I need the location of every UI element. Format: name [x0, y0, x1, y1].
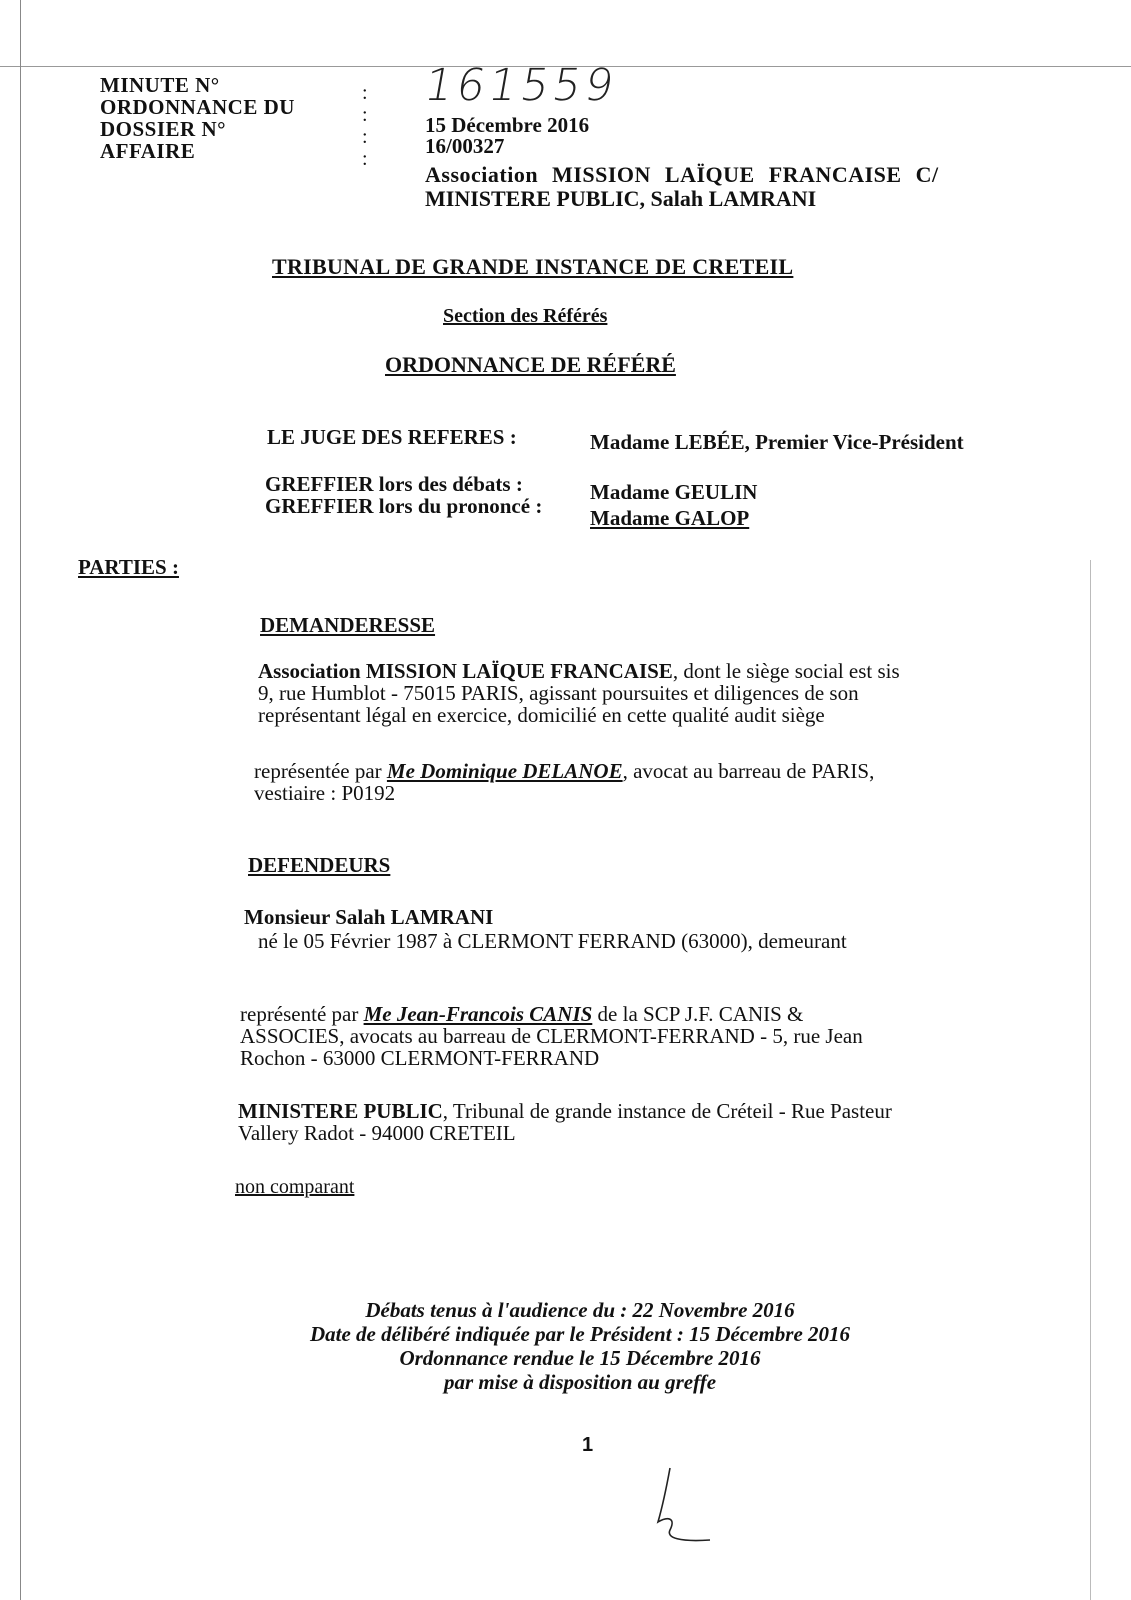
- non-comparant: non comparant: [235, 1176, 355, 1198]
- defendeurs-heading: DEFENDEURS: [248, 853, 391, 877]
- greffier-debats-label: GREFFIER lors des débats :: [265, 472, 523, 496]
- footer-ordonnance-rendue: Ordonnance rendue le 15 Décembre 2016: [399, 1346, 761, 1370]
- demanderesse-representation: [254, 760, 974, 804]
- defendeur-lawyer: Me Jean-Francois CANIS: [363, 1002, 593, 1026]
- ministere-public-name: MINISTERE PUBLIC: [238, 1099, 443, 1123]
- defendeur-rep-prefix: représenté par: [240, 1002, 364, 1026]
- demanderesse-vestiaire: vestiaire : P0192: [254, 781, 396, 805]
- parties-heading: PARTIES :: [78, 555, 179, 579]
- header-affaire-line1: Association MISSION LAÏQUE FRANCAISE C/: [425, 162, 939, 187]
- defendeur-representation: [240, 1003, 968, 1069]
- footer-debats: Débats tenus à l'audience du : 22 Novembre 2016: [365, 1298, 795, 1322]
- header-date: 15 Décembre 2016: [425, 113, 590, 137]
- defendeur-rep-line3: Rochon - 63000 CLERMONT-FERRAND: [240, 1046, 600, 1070]
- label-dossier: DOSSIER N°: [100, 117, 227, 141]
- defendeur-rep-line2: ASSOCIES, avocats au barreau de CLERMONT-FERRAND - 5, rue Jean: [240, 1024, 863, 1048]
- demanderesse-heading: DEMANDERESSE: [260, 613, 436, 637]
- label-minute: MINUTE N°: [100, 73, 220, 97]
- header-labels: [100, 74, 295, 162]
- footer-mise-a-disposition: par mise à disposition au greffe: [443, 1370, 717, 1394]
- label-affaire: AFFAIRE: [100, 139, 196, 163]
- header-affaire-line2: MINISTERE PUBLIC, Salah LAMRANI: [425, 186, 817, 211]
- title-tribunal: TRIBUNAL DE GRANDE INSTANCE DE CRETEIL: [272, 254, 794, 279]
- greffier-debats-value: Madame GEULIN: [590, 480, 758, 504]
- greffier-prononce-label: GREFFIER lors du prononcé :: [265, 494, 543, 518]
- footer-delibere: Date de délibéré indiquée par le Président : 15 Décembre 2016: [309, 1322, 851, 1346]
- demanderesse-line2: 9, rue Humblot - 75015 PARIS, agissant poursuites et diligences de son: [258, 681, 859, 705]
- demanderesse-line3: représentant légal en exercice, domicilié en cette qualité audit siège: [258, 703, 825, 727]
- handwritten-initial-mark: [640, 1460, 720, 1550]
- demanderesse-rep-suffix: , avocat au barreau de PARIS,: [622, 759, 875, 783]
- scan-left-edge: [20, 0, 21, 1600]
- defendeur-rep-suffix: de la SCP J.F. CANIS &: [592, 1002, 804, 1026]
- ministere-public-address: Vallery Radot - 94000 CRETEIL: [238, 1121, 516, 1145]
- defendeur-block: [244, 905, 964, 953]
- header-dossier: 16/00327: [425, 134, 505, 158]
- handwritten-minute-number: 161559: [420, 60, 622, 111]
- demanderesse-rep-prefix: représentée par: [254, 759, 387, 783]
- scan-right-edge: [1090, 560, 1091, 1600]
- ministere-public-rest: , Tribunal de grande instance de Créteil - Rue Pasteur: [442, 1099, 892, 1123]
- page-number: 1: [582, 1434, 594, 1456]
- ministere-public-block: [238, 1100, 968, 1144]
- defendeur-birth: né le 05 Février 1987 à CLERMONT FERRAND (63000), demeurant: [258, 929, 847, 953]
- header-colons: : : : :: [362, 82, 368, 170]
- footer-block: [270, 1298, 890, 1394]
- demanderesse-lawyer: Me Dominique DELANOE: [386, 759, 623, 783]
- demanderesse-name: Association MISSION LAÏQUE FRANCAISE: [258, 659, 673, 683]
- greffier-prononce-value: Madame GALOP: [590, 506, 750, 530]
- demanderesse-line1-rest: , dont le siège social est sis: [672, 659, 900, 683]
- juge-value: Madame LEBÉE, Premier Vice-Président: [590, 430, 964, 454]
- demanderesse-block: [258, 660, 978, 726]
- label-ordonnance-du: ORDONNANCE DU: [100, 95, 295, 119]
- defendeur-name: Monsieur Salah LAMRANI: [244, 905, 494, 929]
- title-section: Section des Référés: [443, 305, 608, 327]
- juge-label: LE JUGE DES REFERES :: [267, 425, 517, 449]
- title-ordonnance: ORDONNANCE DE RÉFÉRÉ: [385, 352, 676, 377]
